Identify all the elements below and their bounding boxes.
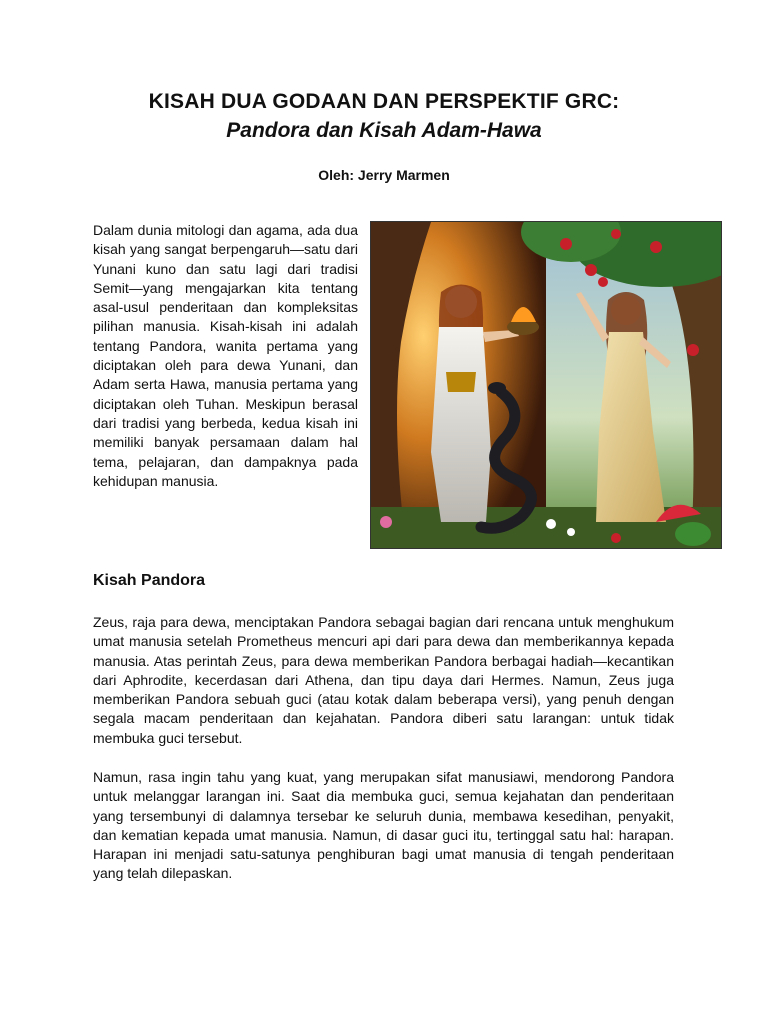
pandora-belt	[446, 372, 476, 392]
apple-icon	[611, 229, 621, 239]
apple-icon	[611, 533, 621, 543]
document-subtitle: Pandora dan Kisah Adam-Hawa	[226, 119, 542, 142]
apple-icon	[560, 238, 572, 250]
author-line: Oleh: Jerry Marmen	[318, 167, 450, 183]
apple-icon	[598, 277, 608, 287]
flower-icon	[380, 516, 392, 528]
flower-icon	[546, 519, 556, 529]
intro-paragraph: Dalam dunia mitologi dan agama, ada dua kisah yang sangat berpengaruh—satu dari Yunani kuno dan satu lagi dari tradisi Semit—yang mengajarkan kita tentang asal-usul penderitaan dan kompleksitas pilihan manusia. Kisah-kisah ini adalah tentang Pandora, wanita pertama yang diciptakan oleh para dewa Yunani, dan Adam serta Hawa, manusia pertama yang diciptakan oleh Tuhan. Meskipun berasal dari tradisi yang berbeda, kedua kisah ini memiliki banyak persamaan dalam hal tema, pelajaran, dan dampaknya pada kehidupan manusia.	[93, 222, 358, 489]
section-heading: Kisah Pandora	[93, 572, 206, 589]
illustration-pandora-and-eve	[370, 221, 722, 549]
pandora-dress	[431, 327, 491, 522]
serpent-head	[488, 382, 506, 394]
paragraph-1: Zeus, raja para dewa, menciptakan Pandora sebagai bagian dari rencana untuk menghukum umat manusia setelah Prometheus mencuri api dari para dewa dan memberikannya kepada manusia. Atas perintah Zeus, para dewa memberikan Pandora berbagai hadiah—kecantikan dari Aphrodite, kecerdasan dari Athena, dan tipu daya dari Hermes. Namun, Zeus juga memberikan Pandora sebuah guci (atau kotak dalam beberapa versi), yang penuh dengan segala macam penderitaan dan kejahatan. Pandora diberi satu larangan: untuk tidak membuka guci tersebut.	[93, 614, 674, 746]
flower-icon	[567, 528, 575, 536]
paragraph-2: Namun, rasa ingin tahu yang kuat, yang merupakan sifat manusiawi, mendorong Pandora untuk melanggar larangan ini. Saat dia membuka guci, semua kejahatan dan penderitaan yang tersembunyi di dalamnya tersebar ke seluruh dunia, membawa kesedihan, penyakit, dan kematian kepada umat manusia. Namun, di dasar guci itu, tertinggal satu hal: harapan. Harapan ini menjadi satu-satunya penghiburan bagi umat manusia di tengah penderitaan yang telah dilepaskan.	[93, 769, 674, 882]
apple-icon	[687, 344, 699, 356]
document-title: KISAH DUA GODAAN DAN PERSPEKTIF GRC:	[148, 90, 620, 113]
melon-icon	[675, 522, 711, 546]
apple-icon	[650, 241, 662, 253]
illustration-svg	[371, 222, 721, 548]
apple-icon	[585, 264, 597, 276]
